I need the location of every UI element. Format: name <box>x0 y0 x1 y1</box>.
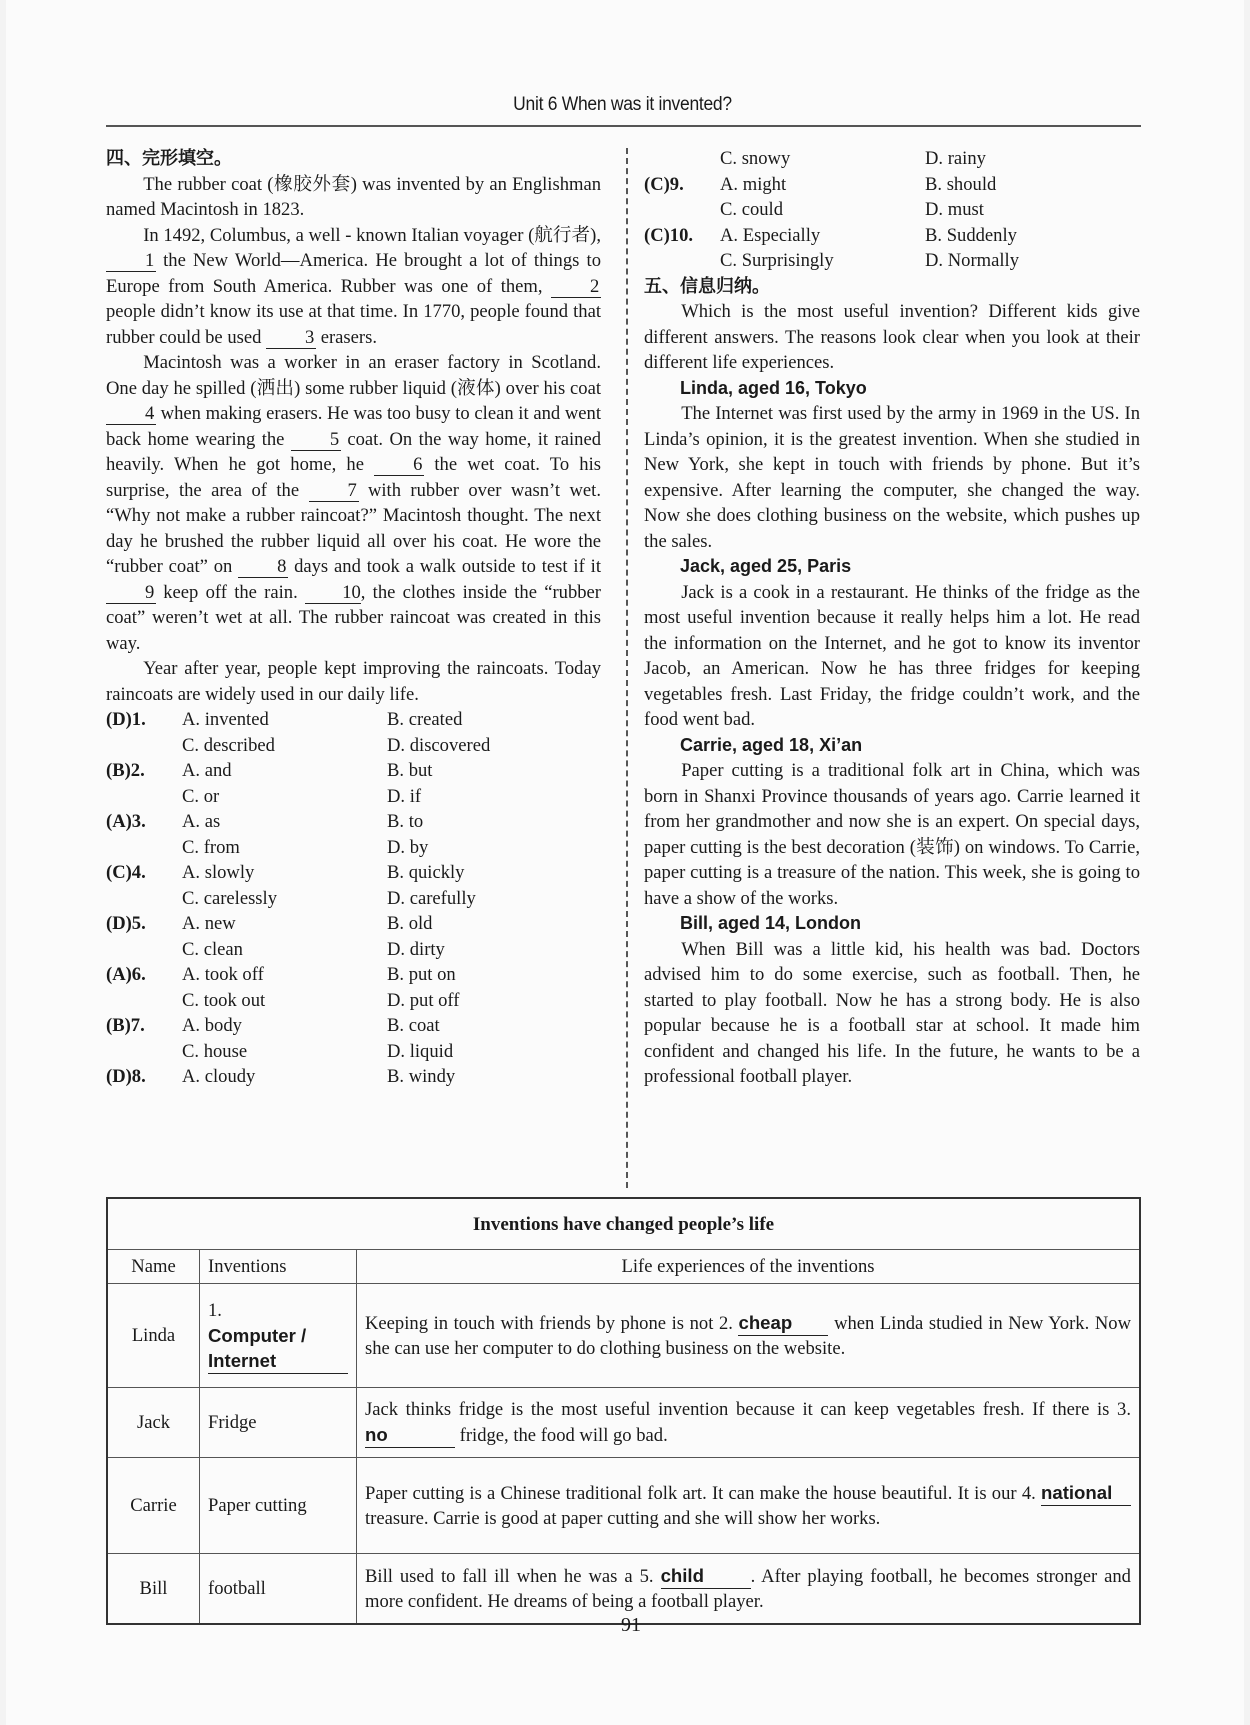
experience-cell <box>357 1284 1141 1388</box>
answer-label: (D)8. <box>106 1066 146 1087</box>
spacer <box>106 988 182 1014</box>
spacer <box>106 1039 182 1065</box>
spacer <box>644 197 720 223</box>
column-divider <box>626 148 628 1188</box>
cloze-blank: 1 <box>106 251 156 272</box>
question-10-cd <box>644 248 1140 274</box>
option-d: D. put off <box>387 989 460 1011</box>
cloze-blank: 9 <box>106 583 156 604</box>
filled-answer: cheap <box>738 1310 828 1336</box>
question-5 <box>106 911 601 937</box>
answer-label: (C)9. <box>644 173 684 195</box>
summary-table <box>106 1197 1141 1625</box>
experience-cell <box>357 1388 1141 1458</box>
option-c: C. described <box>182 734 275 756</box>
filled-answer: child <box>661 1563 751 1589</box>
cloze-text: the wet coat. To his surprise, the area of the <box>106 454 602 501</box>
cloze-text: with rubber over wasn’t wet. “Why not make a rubber raincoat?” Macintosh thought. The next day he brushed the rubber liquid all over his coat. He wore the “rubber coat” on <box>106 479 601 577</box>
question-1 <box>106 707 601 733</box>
option-a: A. invented <box>182 709 269 730</box>
option-a: A. as <box>182 811 221 832</box>
option-c: C. or <box>182 785 220 807</box>
table-header-row <box>107 1250 1140 1284</box>
page-number: 91 <box>621 1614 641 1636</box>
answer-label: (B)2. <box>106 760 145 781</box>
cloze-text: , the clothes inside the “rubber coat” weren’t wet at all. The rubber raincoat was created in this way. <box>106 581 601 654</box>
name-cell: Linda <box>107 1284 200 1388</box>
option-a: A. slowly <box>182 862 255 883</box>
header-inventions: Inventions <box>200 1250 357 1284</box>
cloze-text: the New World—America. He brought a lot of things to Europe from South America. Rubber was one of them, <box>106 250 601 297</box>
option-d: D. by <box>387 836 429 858</box>
option-c: C. snowy <box>720 148 791 169</box>
workbook-page <box>6 0 1244 1725</box>
experience-text: Keeping in touch with friends by phone is not 2. <box>365 1313 739 1334</box>
invention-cell: Paper cutting <box>200 1458 357 1554</box>
invention-cell: football <box>200 1554 357 1624</box>
person-text: Paper cutting is a traditional folk art in China, which was born in Shanxi Province thousands of years ago. Carrie learned it from her grandmother and now she is an expert. On special days, paper cutting is the best decoration (装饰) on windows. To Carrie, paper cutting is a treasure of the nation. This week, she is going to have a show of the works. <box>644 760 1140 909</box>
table-row <box>107 1458 1140 1554</box>
cloze-blank: 6 <box>374 455 424 476</box>
cloze-column <box>106 146 601 1090</box>
option-b: B. should <box>925 173 997 195</box>
option-c: C. from <box>182 836 240 858</box>
option-d: D. Normally <box>925 250 1019 271</box>
question-2 <box>106 758 601 784</box>
option-d: D. carefully <box>387 887 476 909</box>
cloze-text: In 1492, Columbus, a well - known Italian voyager (航行者), <box>143 224 601 246</box>
experience-cell <box>357 1458 1141 1554</box>
reading-column <box>644 146 1140 1090</box>
option-c: C. clean <box>182 938 243 960</box>
option-a: A. took off <box>182 964 264 985</box>
experience-text: treasure. Carrie is good at paper cutting and she will show her works. <box>365 1508 881 1529</box>
invention-answer: Computer / Internet <box>208 1323 348 1374</box>
person-text: When Bill was a little kid, his health was bad. Doctors advised him to do some exercise, such as football. Then, he started to play football. Now he has a strong body. He is also popular because he is a football star at school. It made him confident and changed his life. In the future, he wants to be a professional football player. <box>644 938 1140 1087</box>
cloze-text: The rubber coat (橡胶外套) was invented by an Englishman named Macintosh in 1823. <box>106 173 601 220</box>
header-rule <box>106 125 1141 127</box>
table-row <box>107 1388 1140 1458</box>
experience-text: Jack thinks fridge is the most useful invention because it can keep vegetables fresh. If there is 3. <box>365 1399 1131 1420</box>
experience-text: fridge, the food will go bad. <box>455 1425 668 1446</box>
option-d: D. must <box>925 199 984 220</box>
option-c: C. Surprisingly <box>720 250 834 271</box>
question-2-cd <box>106 784 601 810</box>
question-10 <box>644 223 1140 249</box>
experience-text: Bill used to fall ill when he was a 5. <box>365 1565 661 1587</box>
option-d: D. rainy <box>925 148 986 169</box>
question-4-cd <box>106 886 601 912</box>
question-6-cd <box>106 988 601 1014</box>
question-7 <box>106 1013 601 1039</box>
cloze-blank: 3 <box>266 328 316 349</box>
spacer <box>106 937 182 963</box>
question-3 <box>106 809 601 835</box>
name-cell: Carrie <box>107 1458 200 1554</box>
option-a: A. new <box>182 913 236 934</box>
table-row <box>107 1554 1140 1624</box>
option-b: B. old <box>387 913 433 934</box>
filled-answer: national <box>1041 1480 1131 1506</box>
question-7-cd <box>106 1039 601 1065</box>
option-b: B. created <box>387 709 463 730</box>
option-b: B. coat <box>387 1015 440 1036</box>
cloze-paragraph <box>106 656 601 707</box>
option-d: D. liquid <box>387 1040 454 1062</box>
option-b: B. to <box>387 811 424 832</box>
cloze-passage <box>106 172 601 708</box>
answer-label: (B)7. <box>106 1015 145 1036</box>
experience-cell <box>357 1554 1141 1624</box>
option-b: B. windy <box>387 1066 456 1087</box>
name-cell: Bill <box>107 1554 200 1624</box>
cloze-blank: 4 <box>106 404 156 425</box>
answer-label: (D)5. <box>106 913 146 934</box>
answer-label: (A)3. <box>106 811 146 832</box>
cloze-text: Year after year, people kept improving the raincoats. Today raincoats are widely used in our daily life. <box>106 658 601 705</box>
question-4 <box>106 860 601 886</box>
name-cell: Jack <box>107 1388 200 1458</box>
person-text: Jack is a cook in a restaurant. He thinks of the fridge as the most useful invention because it really helps him a lot. He read the information on the Internet, and he got to know its inventor Jacob, an American. Now he has three fridges for keeping vegetables fresh. Last Friday, the fridge couldn’t work, and the food went bad. <box>644 581 1140 730</box>
option-a: A. might <box>720 173 787 195</box>
table-title: Inventions have changed people’s life <box>107 1198 1140 1250</box>
invention-cell <box>200 1284 357 1388</box>
option-c: C. could <box>720 199 784 220</box>
answer-label: (C)10. <box>644 224 694 246</box>
option-a: A. Especially <box>720 224 821 246</box>
reading-section-title: 五、信息归纳。 <box>644 275 770 297</box>
spacer <box>106 886 182 912</box>
question-8 <box>106 1064 601 1090</box>
option-d: D. dirty <box>387 938 445 960</box>
experience-text: . After playing football, he becomes stronger and more confident. He dreams of being a football player. <box>365 1565 1131 1612</box>
question-3-cd <box>106 835 601 861</box>
option-d: D. discovered <box>387 734 491 756</box>
cloze-blank: 8 <box>238 557 288 578</box>
spacer <box>644 248 720 274</box>
page-header: Unit 6 When was it invented? <box>513 94 732 115</box>
option-c: C. took out <box>182 989 266 1011</box>
cloze-paragraph <box>106 350 601 656</box>
invention-cell: Fridge <box>200 1388 357 1458</box>
experience-text: when Linda studied in New York. Now she can use her computer to do clothing business on the website. <box>365 1313 1131 1359</box>
person-text: The Internet was first used by the army in 1969 in the US. In Linda’s opinion, it is the greatest invention. When she studied in New York, she kept in touch with friends by phone. But it’s expensive. After learning the computer, she changed the way. Now she does clothing business on the website, which pushes up the sales. <box>644 403 1140 552</box>
question-8 <box>644 146 1140 172</box>
option-a: A. body <box>182 1015 242 1036</box>
person-heading: Bill, aged 14, London <box>680 913 862 933</box>
spacer <box>106 835 182 861</box>
option-c: C. house <box>182 1040 248 1062</box>
option-d: D. if <box>387 785 422 807</box>
person-heading: Jack, aged 25, Paris <box>680 556 852 576</box>
cloze-text: erasers. <box>316 326 377 348</box>
answer-label: (C)4. <box>106 862 146 883</box>
table-row <box>107 1284 1140 1388</box>
filled-answer: no <box>365 1422 455 1448</box>
experience-text: Paper cutting is a Chinese traditional folk art. It can make the house beautiful. It is our 4. <box>365 1483 1041 1504</box>
spacer <box>106 784 182 810</box>
option-b: B. but <box>387 760 433 781</box>
question-1-cd <box>106 733 601 759</box>
question-9-cd <box>644 197 1140 223</box>
cloze-text: coat. On the way home, it rained heavily. When he got home, he <box>106 428 601 475</box>
answer-label: (A)6. <box>106 964 146 985</box>
cloze-text: keep off the rain. <box>156 581 305 603</box>
cloze-questions-right <box>644 146 1140 274</box>
person-heading: Carrie, aged 18, Xi’an <box>680 734 863 755</box>
invention-prefix: 1. <box>208 1299 222 1321</box>
header-life-experiences: Life experiences of the inventions <box>357 1250 1141 1284</box>
cloze-questions-left <box>106 707 601 1090</box>
option-b: B. quickly <box>387 862 465 883</box>
cloze-text: people didn’t know its use at that time. In 1770, people found that rubber could be used <box>106 301 601 348</box>
cloze-text: Macintosh was a worker in an eraser factory in Scotland. One day he spilled (洒出) some rubber liquid (液体) over his coat <box>106 352 601 399</box>
cloze-blank: 7 <box>309 481 359 502</box>
cloze-section-title: 四、完形填空。 <box>106 148 232 169</box>
question-5-cd <box>106 937 601 963</box>
option-c: C. carelessly <box>182 887 278 909</box>
cloze-blank: 5 <box>291 430 341 451</box>
reading-intro: Which is the most useful invention? Different kids give different answers. The reasons look clear when you look at their different life experiences. <box>644 301 1140 373</box>
person-heading: Linda, aged 16, Tokyo <box>680 377 867 398</box>
spacer <box>644 146 720 172</box>
question-6 <box>106 962 601 988</box>
question-9 <box>644 172 1140 198</box>
spacer <box>106 733 182 759</box>
cloze-paragraph <box>106 172 601 223</box>
option-b: B. put on <box>387 964 456 985</box>
cloze-paragraph <box>106 223 601 351</box>
option-b: B. Suddenly <box>925 224 1017 246</box>
option-a: A. cloudy <box>182 1066 256 1087</box>
header-name: Name <box>107 1250 200 1284</box>
cloze-blank: 10 <box>305 583 361 604</box>
cloze-text: when making erasers. He was too busy to clean it and went back home wearing the <box>106 403 601 450</box>
cloze-text: days and took a walk outside to test if it <box>288 556 601 577</box>
option-a: A. and <box>182 760 232 781</box>
cloze-blank: 2 <box>551 277 601 298</box>
reading-passages <box>644 376 1140 1090</box>
answer-label: (D)1. <box>106 709 146 730</box>
